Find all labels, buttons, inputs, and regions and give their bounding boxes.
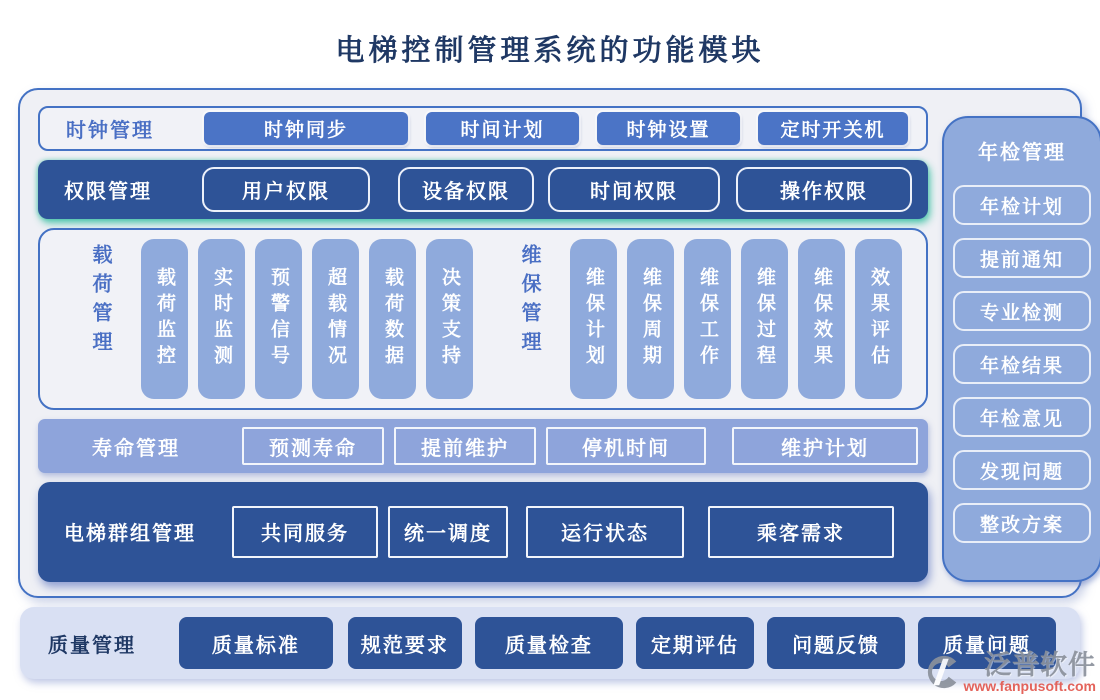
pill-maintenance-cycle[interactable]: 维保周期 (627, 239, 674, 399)
clock-management-label: 时钟管理 (66, 120, 154, 143)
vendor-logo-icon (924, 653, 962, 696)
button-quality-inspection[interactable]: 质量检查 (475, 617, 623, 669)
button-time-permission[interactable]: 时间权限 (548, 167, 720, 212)
pill-effect-evaluation[interactable]: 效果评估 (855, 239, 902, 399)
maintenance-management-group (515, 239, 902, 399)
vendor-url[interactable]: www.fanpusoft.com (963, 678, 1096, 694)
button-clock-settings[interactable]: 时钟设置 (597, 112, 740, 145)
quality-management-label: 质量管理 (48, 634, 136, 657)
pill-maintenance-plan[interactable]: 维保计划 (570, 239, 617, 399)
vendor-watermark (924, 651, 1096, 696)
permission-management-label: 权限管理 (64, 181, 152, 203)
button-predict-lifespan[interactable]: 预测寿命 (242, 427, 384, 465)
module-lifespan-management (38, 419, 928, 473)
sidebar-item-found-issues[interactable]: 发现问题 (953, 450, 1091, 490)
pill-warning-signal[interactable]: 预警信号 (255, 239, 302, 399)
sidebar-item-inspection-opinion[interactable]: 年检意见 (953, 397, 1091, 437)
maintenance-management-label: 维保管理 (518, 244, 540, 360)
button-timed-power[interactable]: 定时开关机 (758, 112, 908, 145)
button-time-plan[interactable]: 时间计划 (426, 112, 579, 145)
module-permission-management (38, 160, 928, 219)
button-downtime[interactable]: 停机时间 (546, 427, 706, 465)
sidebar-item-inspection-result[interactable]: 年检结果 (953, 344, 1091, 384)
button-passenger-demand[interactable]: 乘客需求 (708, 506, 894, 558)
button-issue-feedback[interactable]: 问题反馈 (767, 617, 905, 669)
button-device-permission[interactable]: 设备权限 (398, 167, 534, 212)
load-management-label: 载荷管理 (89, 244, 111, 360)
pill-maintenance-effect[interactable]: 维保效果 (798, 239, 845, 399)
button-quality-issues[interactable]: 质量问题 (918, 617, 1056, 669)
button-user-permission[interactable]: 用户权限 (202, 167, 370, 212)
sidebar-item-inspection-plan[interactable]: 年检计划 (953, 185, 1091, 225)
pill-maintenance-process[interactable]: 维保过程 (741, 239, 788, 399)
pill-realtime-monitor[interactable]: 实时监测 (198, 239, 245, 399)
lifespan-management-label: 寿命管理 (92, 437, 180, 460)
button-quality-standard[interactable]: 质量标准 (179, 617, 333, 669)
sidebar-item-professional-test[interactable]: 专业检测 (953, 291, 1091, 331)
button-operation-permission[interactable]: 操作权限 (736, 167, 912, 212)
module-clock-management (38, 106, 928, 151)
button-early-maintenance[interactable]: 提前维护 (394, 427, 536, 465)
module-elevator-group-management (38, 482, 928, 582)
button-spec-requirements[interactable]: 规范要求 (348, 617, 462, 669)
annual-inspection-label: 年检管理 (978, 141, 1066, 164)
button-periodic-eval[interactable]: 定期评估 (636, 617, 754, 669)
button-running-status[interactable]: 运行状态 (526, 506, 684, 558)
module-annual-inspection (942, 116, 1100, 582)
pill-decision-support[interactable]: 决策支持 (426, 239, 473, 399)
sidebar-item-advance-notice[interactable]: 提前通知 (953, 238, 1091, 278)
module-columns (38, 102, 928, 582)
sidebar-item-rectification-plan[interactable]: 整改方案 (953, 503, 1091, 543)
elevator-group-management-label: 电梯群组管理 (64, 523, 196, 546)
pill-maintenance-work[interactable]: 维保工作 (684, 239, 731, 399)
button-clock-sync[interactable]: 时钟同步 (204, 112, 408, 145)
load-management-group (86, 239, 473, 399)
page-title: 电梯控制管理系统的功能模块 (335, 35, 765, 67)
main-panel (18, 88, 1082, 598)
pill-load-monitoring[interactable]: 载荷监控 (141, 239, 188, 399)
button-unified-dispatch[interactable]: 统一调度 (388, 506, 508, 558)
pill-overload-status[interactable]: 超载情况 (312, 239, 359, 399)
module-quality-management (20, 607, 1080, 679)
pill-load-data[interactable]: 载荷数据 (369, 239, 416, 399)
button-shared-service[interactable]: 共同服务 (232, 506, 378, 558)
vendor-name: 泛普软件 (984, 650, 1096, 680)
button-maintenance-plan[interactable]: 维护计划 (732, 427, 918, 465)
module-load-and-maintenance (38, 228, 928, 410)
